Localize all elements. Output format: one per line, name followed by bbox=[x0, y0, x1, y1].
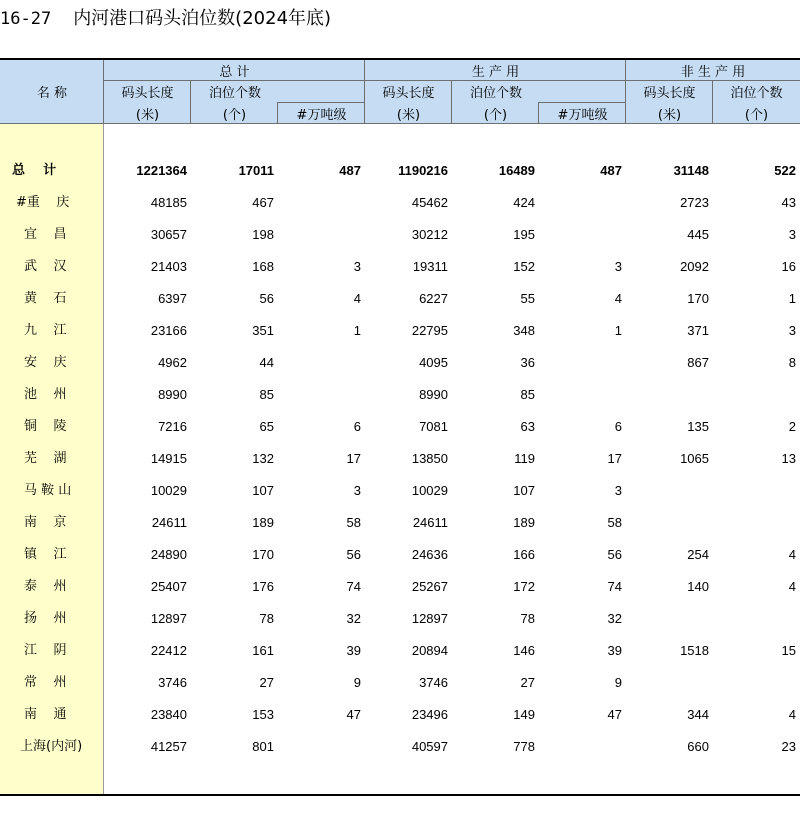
cell-value: 6397 bbox=[158, 291, 187, 306]
cell-value bbox=[713, 480, 798, 502]
cell-value: 55 bbox=[520, 291, 535, 306]
row-name: 常 州 bbox=[24, 675, 67, 690]
header-total-length-unit: (米) bbox=[135, 107, 160, 123]
cell-value: 467 bbox=[252, 195, 274, 210]
cell-value: 17 bbox=[346, 451, 361, 466]
cell-value: 78 bbox=[520, 611, 535, 626]
table-row bbox=[0, 224, 800, 246]
cell-value: 198 bbox=[252, 227, 274, 242]
cell-value: 3 bbox=[788, 323, 796, 338]
cell-value: 24611 bbox=[151, 515, 187, 530]
cell-value: 15 bbox=[781, 643, 796, 658]
cell-value: 445 bbox=[687, 227, 709, 242]
table-title: 内河港口码头泊位数(2024年底) bbox=[73, 8, 332, 29]
cell-value: 4 bbox=[353, 291, 361, 306]
cell-value: 3 bbox=[614, 483, 622, 498]
header-group-production: 生 产 用 bbox=[471, 64, 520, 80]
cell-value: 867 bbox=[687, 355, 709, 370]
header-total-length: 码头长度 bbox=[121, 85, 174, 101]
table-row bbox=[0, 736, 800, 758]
cell-value: 1 bbox=[353, 323, 361, 338]
table-row bbox=[0, 192, 800, 214]
cell-value: 168 bbox=[252, 259, 274, 274]
cell-value: 424 bbox=[513, 195, 535, 210]
cell-value: 17011 bbox=[238, 163, 274, 178]
cell-value bbox=[713, 672, 798, 694]
cell-value: 107 bbox=[513, 483, 535, 498]
row-name: 安 庆 bbox=[24, 355, 67, 370]
cell-value: 23166 bbox=[150, 323, 187, 338]
cell-value: 32 bbox=[346, 611, 361, 626]
cell-value: 2092 bbox=[680, 259, 709, 274]
cell-value: 166 bbox=[513, 547, 535, 562]
bottom-rule bbox=[0, 794, 800, 796]
cell-value: 487 bbox=[339, 163, 361, 178]
cell-value: 24890 bbox=[150, 547, 187, 562]
cell-value: 13850 bbox=[411, 451, 448, 466]
table-row bbox=[0, 480, 800, 502]
cell-value: 10029 bbox=[411, 483, 448, 498]
cell-value: 17 bbox=[607, 451, 622, 466]
grid-line bbox=[103, 60, 104, 124]
cell-value: 32 bbox=[607, 611, 622, 626]
cell-value: 3 bbox=[788, 227, 796, 242]
cell-value: 27 bbox=[259, 675, 274, 690]
row-name: 铜 陵 bbox=[24, 419, 67, 434]
cell-value bbox=[539, 384, 624, 406]
cell-value: 135 bbox=[687, 419, 709, 434]
header-nonprod-length-unit: (米) bbox=[657, 107, 682, 123]
cell-value bbox=[539, 352, 624, 374]
cell-value bbox=[539, 736, 624, 758]
header-prod-berths-unit: (个) bbox=[483, 107, 508, 123]
cell-value: 23496 bbox=[411, 707, 448, 722]
cell-value: 56 bbox=[259, 291, 274, 306]
grid-line bbox=[277, 102, 365, 103]
cell-value: 4962 bbox=[158, 355, 187, 370]
table-row bbox=[0, 512, 800, 534]
cell-value: 23840 bbox=[150, 707, 187, 722]
cell-value: 56 bbox=[346, 547, 361, 562]
cell-value bbox=[626, 672, 711, 694]
cell-value: 63 bbox=[520, 419, 535, 434]
cell-value: 12897 bbox=[150, 611, 187, 626]
row-name: 池 州 bbox=[24, 387, 67, 402]
cell-value: 58 bbox=[607, 515, 622, 530]
cell-value: 189 bbox=[252, 515, 274, 530]
cell-value: 3746 bbox=[158, 675, 187, 690]
cell-value: 195 bbox=[513, 227, 535, 242]
table-row bbox=[0, 416, 800, 438]
row-name: 九 江 bbox=[24, 323, 67, 338]
cell-value bbox=[626, 384, 711, 406]
row-name: 武 汉 bbox=[24, 259, 67, 274]
cell-value: 24636 bbox=[411, 547, 448, 562]
cell-value: 13 bbox=[781, 451, 796, 466]
table-row-total bbox=[0, 160, 800, 182]
row-name: 南 京 bbox=[24, 515, 67, 530]
grid-line bbox=[451, 80, 452, 124]
cell-value: 44 bbox=[259, 355, 274, 370]
row-name: 上海(内河) bbox=[20, 739, 83, 754]
cell-value: 132 bbox=[252, 451, 274, 466]
header-nonprod-length: 码头长度 bbox=[643, 85, 696, 101]
cell-value: 487 bbox=[600, 163, 622, 178]
cell-value: 39 bbox=[607, 643, 622, 658]
cell-value: 119 bbox=[514, 451, 535, 466]
grid-line bbox=[712, 80, 713, 124]
header-group-total: 总 计 bbox=[219, 64, 250, 80]
cell-value: 74 bbox=[346, 579, 361, 594]
cell-value: 146 bbox=[513, 643, 535, 658]
cell-value: 4 bbox=[788, 707, 796, 722]
cell-value: 3746 bbox=[419, 675, 448, 690]
cell-value: 1065 bbox=[680, 451, 709, 466]
cell-value: 39 bbox=[346, 643, 361, 658]
cell-value bbox=[626, 512, 711, 534]
table-row bbox=[0, 256, 800, 278]
header-total-berths-unit: (个) bbox=[222, 107, 247, 123]
cell-value: 522 bbox=[774, 163, 796, 178]
table-row bbox=[0, 640, 800, 662]
cell-value: 4095 bbox=[419, 355, 448, 370]
page-title bbox=[0, 6, 331, 32]
cell-value bbox=[278, 192, 363, 214]
grid-line bbox=[364, 60, 365, 124]
cell-value bbox=[278, 736, 363, 758]
table-row bbox=[0, 384, 800, 406]
grid-line bbox=[190, 80, 191, 124]
cell-value: 25267 bbox=[411, 579, 448, 594]
cell-value bbox=[278, 384, 363, 406]
cell-value: 74 bbox=[607, 579, 622, 594]
cell-value: 149 bbox=[513, 707, 535, 722]
row-name: 镇 江 bbox=[24, 547, 67, 562]
cell-value: 3 bbox=[353, 483, 361, 498]
cell-value: 1221364 bbox=[136, 163, 187, 178]
header-prod-length: 码头长度 bbox=[382, 85, 435, 101]
cell-value: 22795 bbox=[411, 323, 448, 338]
cell-value bbox=[713, 608, 798, 630]
cell-value: 4 bbox=[788, 579, 796, 594]
table-row bbox=[0, 448, 800, 470]
row-name: #重 庆 bbox=[16, 195, 70, 210]
cell-value: 85 bbox=[520, 387, 535, 402]
table-row bbox=[0, 576, 800, 598]
header-total-berths: 泊位个数 bbox=[209, 85, 262, 101]
row-name: 马 鞍 山 bbox=[24, 483, 72, 498]
table-row bbox=[0, 704, 800, 726]
cell-value: 10029 bbox=[150, 483, 187, 498]
grid-line bbox=[104, 80, 800, 81]
cell-value: 56 bbox=[607, 547, 622, 562]
cell-value: 16489 bbox=[498, 163, 535, 178]
cell-value: 58 bbox=[346, 515, 361, 530]
cell-value: 176 bbox=[252, 579, 274, 594]
cell-value: 7216 bbox=[158, 419, 187, 434]
grid-line bbox=[277, 102, 278, 124]
cell-value: 22412 bbox=[150, 643, 187, 658]
cell-value: 85 bbox=[259, 387, 274, 402]
cell-value: 2723 bbox=[680, 195, 709, 210]
cell-value: 30657 bbox=[150, 227, 187, 242]
header-nonprod-berths-unit: (个) bbox=[744, 107, 769, 123]
table-row bbox=[0, 288, 800, 310]
cell-value: 1 bbox=[614, 323, 622, 338]
cell-value: 170 bbox=[687, 291, 709, 306]
row-name: 江 阴 bbox=[24, 643, 67, 658]
cell-value: 4 bbox=[614, 291, 622, 306]
cell-value: 47 bbox=[607, 707, 622, 722]
table-row bbox=[0, 672, 800, 694]
row-name: 扬 州 bbox=[24, 611, 67, 626]
cell-value: 2 bbox=[788, 419, 796, 434]
cell-value: 21403 bbox=[150, 259, 187, 274]
cell-value: 19311 bbox=[412, 259, 448, 274]
cell-value: 348 bbox=[513, 323, 535, 338]
grid-line bbox=[625, 60, 626, 124]
cell-value: 6227 bbox=[419, 291, 448, 306]
cell-value: 65 bbox=[259, 419, 274, 434]
cell-value: 351 bbox=[252, 323, 274, 338]
cell-value: 1190216 bbox=[398, 163, 448, 178]
cell-value: 1 bbox=[788, 291, 796, 306]
cell-value: 8 bbox=[788, 355, 796, 370]
grid-line bbox=[538, 102, 539, 124]
row-name: 黄 石 bbox=[24, 291, 67, 306]
grid-line bbox=[0, 123, 800, 124]
cell-value: 3 bbox=[353, 259, 361, 274]
cell-value: 31148 bbox=[673, 163, 709, 178]
cell-value: 16 bbox=[781, 259, 796, 274]
cell-value: 371 bbox=[687, 323, 709, 338]
table-number: 16-27 bbox=[0, 9, 52, 29]
cell-value: 9 bbox=[353, 675, 361, 690]
cell-value: 25407 bbox=[150, 579, 187, 594]
cell-value: 152 bbox=[513, 259, 535, 274]
cell-value bbox=[278, 224, 363, 246]
cell-value: 8990 bbox=[158, 387, 187, 402]
cell-value bbox=[626, 608, 711, 630]
header-prod-berths: 泊位个数 bbox=[470, 85, 523, 101]
cell-value: 660 bbox=[687, 739, 709, 754]
cell-value: 27 bbox=[520, 675, 535, 690]
cell-value: 344 bbox=[687, 707, 709, 722]
cell-value: 254 bbox=[687, 547, 709, 562]
cell-value: 40597 bbox=[411, 739, 448, 754]
header-group-nonproduction: 非 生 产 用 bbox=[680, 64, 746, 80]
cell-value: 30212 bbox=[411, 227, 448, 242]
table-header bbox=[0, 60, 800, 124]
cell-value: 778 bbox=[513, 739, 535, 754]
cell-value: 23 bbox=[781, 739, 796, 754]
cell-value: 45462 bbox=[411, 195, 448, 210]
cell-value: 47 bbox=[346, 707, 361, 722]
cell-value: 172 bbox=[513, 579, 535, 594]
table-row bbox=[0, 320, 800, 342]
cell-value: 161 bbox=[252, 643, 274, 658]
cell-value: 107 bbox=[252, 483, 274, 498]
row-name: 南 通 bbox=[24, 707, 67, 722]
cell-value: 1518 bbox=[680, 643, 709, 658]
cell-value: 41257 bbox=[150, 739, 187, 754]
cell-value bbox=[539, 192, 624, 214]
cell-value: 9 bbox=[614, 675, 622, 690]
cell-value: 48185 bbox=[150, 195, 187, 210]
row-name: 宜 昌 bbox=[24, 227, 67, 242]
row-name: 泰 州 bbox=[24, 579, 67, 594]
header-total-wanton: #万吨级 bbox=[296, 107, 347, 123]
header-prod-wanton: #万吨级 bbox=[557, 107, 608, 123]
cell-value: 189 bbox=[513, 515, 535, 530]
cell-value: 7081 bbox=[419, 419, 448, 434]
cell-value: 12897 bbox=[411, 611, 448, 626]
cell-value: 170 bbox=[252, 547, 274, 562]
row-name: 总 计 bbox=[12, 163, 57, 178]
cell-value bbox=[539, 224, 624, 246]
table-row bbox=[0, 544, 800, 566]
cell-value bbox=[713, 384, 798, 406]
cell-value: 24611 bbox=[412, 515, 448, 530]
header-prod-length-unit: (米) bbox=[396, 107, 421, 123]
cell-value: 6 bbox=[353, 419, 361, 434]
grid-line bbox=[538, 102, 626, 103]
row-name: 芜 湖 bbox=[24, 451, 67, 466]
cell-value: 3 bbox=[614, 259, 622, 274]
cell-value: 801 bbox=[252, 739, 274, 754]
cell-value: 140 bbox=[687, 579, 709, 594]
cell-value: 78 bbox=[259, 611, 274, 626]
table-row bbox=[0, 352, 800, 374]
table-row bbox=[0, 608, 800, 630]
cell-value: 6 bbox=[614, 419, 622, 434]
cell-value bbox=[713, 512, 798, 534]
header-nonprod-berths: 泊位个数 bbox=[730, 85, 783, 101]
cell-value: 36 bbox=[520, 355, 535, 370]
cell-value: 43 bbox=[781, 195, 796, 210]
cell-value bbox=[278, 352, 363, 374]
cell-value: 14915 bbox=[150, 451, 187, 466]
cell-value: 8990 bbox=[419, 387, 448, 402]
cell-value: 153 bbox=[252, 707, 274, 722]
cell-value bbox=[626, 480, 711, 502]
cell-value: 4 bbox=[788, 547, 796, 562]
header-name: 名 称 bbox=[36, 85, 68, 101]
cell-value: 20894 bbox=[411, 643, 448, 658]
